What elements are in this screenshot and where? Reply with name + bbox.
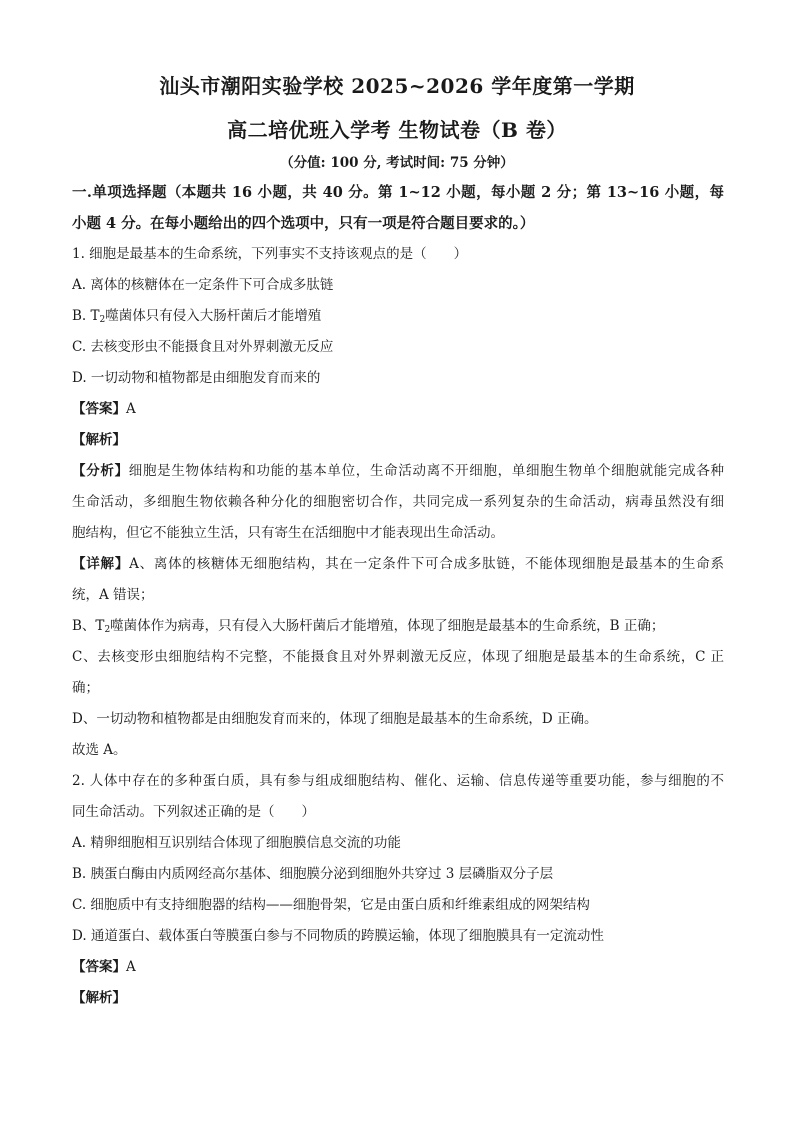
q1-conclusion: 故选 A。 [72, 742, 127, 758]
q1-detail-b-post: 噬菌体作为病毒，只有侵入大肠杆菌后才能增殖，体现了细胞是最基本的生命系统，B 正确； [110, 618, 665, 634]
q1-fenxi-line3: 胞结构，但它不能独立生活，只有寄生在活细胞中才能表现出生命活动。 [72, 525, 504, 541]
q1-option-b-pre: B. T [72, 308, 100, 324]
q1-detail-c-line1: C、去核变形虫细胞结构不完整，不能摄食且对外界刺激无反应，体现了细胞是最基本的生命系统，C 正 [72, 649, 724, 665]
q1-fenxi-line1 [72, 456, 724, 487]
q2-stem-line2: 同生命活动。下列叙述正确的是（ ） [72, 804, 315, 820]
q1-fenxi-text1: 细胞是生物体结构和功能的基本单位，生命活动离不开细胞，单细胞生物单个细胞就能完成各种 [128, 463, 724, 479]
q2-analysis-tag: 【解析】 [72, 990, 126, 1006]
q2-option-a: A. 精卵细胞相互识别结合体现了细胞膜信息交流的功能 [72, 835, 401, 851]
q1-detail-a-line2: 统，A 错误； [72, 587, 154, 603]
q1-analysis-tag: 【解析】 [72, 432, 126, 448]
section-heading-line1: 一.单项选择题（本题共 16 小题，共 40 分。第 1~12 小题，每小题 2 分；第 13~16 小题，每 [72, 184, 724, 201]
q2-answer [72, 952, 724, 983]
exam-subtitle: （分值: 100 分, 考试时间: 75 分钟） [280, 155, 514, 171]
q1-answer-tag: 【答案】 [72, 401, 126, 417]
q1-fenxi-tag: 【分析】 [72, 463, 129, 479]
q2-option-d: D. 通道蛋白、载体蛋白等膜蛋白参与不同物质的跨膜运输，体现了细胞膜具有一定流动性 [72, 928, 604, 944]
q1-detail-c-line2: 确； [72, 680, 99, 696]
exam-title-line2: 高二培优班入学考 生物试卷（B 卷） [227, 118, 567, 142]
exam-title-line1: 汕头市潮阳实验学校 2025~2026 学年度第一学期 [159, 74, 635, 98]
q1-detail-b-pre: B、T [72, 618, 105, 634]
q2-option-b: B. 胰蛋白酶由内质网经高尔基体、细胞膜分泌到细胞外共穿过 3 层磷脂双分子层 [72, 866, 554, 882]
q1-option-b-sub: 2 [99, 315, 106, 325]
q1-stem: 1. 细胞是最基本的生命系统，下列事实不支持该观点的是（ ） [72, 246, 468, 262]
q1-fenxi-line2: 生命活动，多细胞生物依赖各种分化的细胞密切合作，共同完成一系列复杂的生命活动，病毒虽然没有细 [72, 494, 724, 510]
q2-answer-tag: 【答案】 [72, 959, 126, 975]
section-heading-line2: 小题 4 分。在每小题给出的四个选项中，只有一项是符合题目要求的。） [72, 215, 535, 232]
q1-detail-d: D、一切动物和植物都是由细胞发育而来的，体现了细胞是最基本的生命系统，D 正确。 [72, 711, 598, 727]
q1-option-b [72, 301, 724, 332]
exam-body [72, 177, 724, 1014]
q1-option-a: A. 离体的核糖体在一定条件下可合成多肽链 [72, 277, 334, 293]
q1-detail-b-sub: 2 [104, 625, 111, 635]
q1-option-c: C. 去核变形虫不能摄食且对外界刺激无反应 [72, 339, 334, 355]
q2-stem-line1: 2. 人体中存在的多种蛋白质，具有参与组成细胞结构、催化、运输、信息传递等重要功能，参与细胞的不 [72, 773, 724, 789]
q1-detail-a-line1 [72, 549, 724, 580]
q1-detail-tag: 【详解】 [72, 556, 130, 572]
q2-answer-value: A [126, 959, 136, 975]
q1-answer [72, 394, 724, 425]
q1-option-d: D. 一切动物和植物都是由细胞发育而来的 [72, 370, 321, 386]
q1-detail-a-text1: A、离体的核糖体无细胞结构，其在一定条件下可合成多肽链，不能体现细胞是最基本的生命系 [129, 556, 724, 572]
q1-detail-b [72, 611, 724, 642]
q1-option-b-post: 噬菌体只有侵入大肠杆菌后才能增殖 [105, 308, 322, 324]
q2-option-c: C. 细胞质中有支持细胞器的结构——细胞骨架，它是由蛋白质和纤维素组成的网架结构 [72, 897, 590, 913]
q1-answer-value: A [126, 401, 136, 417]
